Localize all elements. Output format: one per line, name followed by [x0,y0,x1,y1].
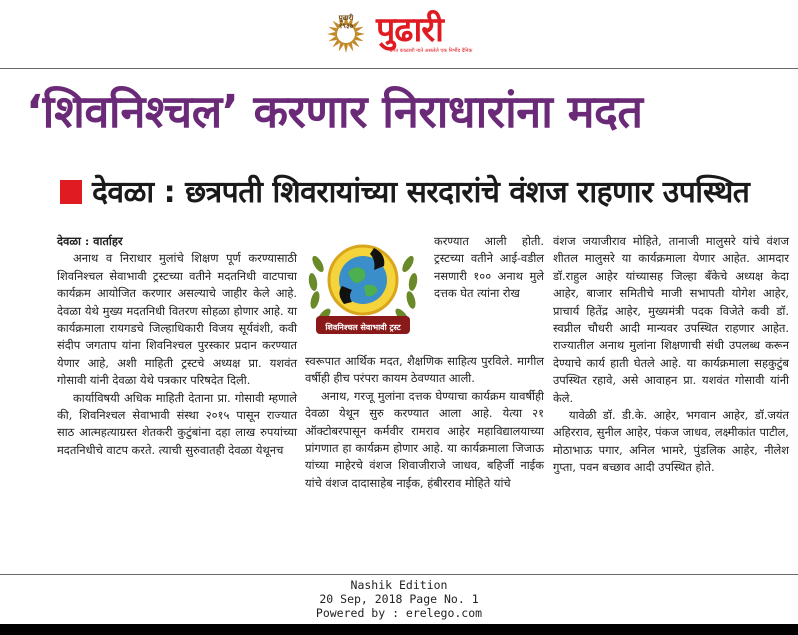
paragraph: स्वरूपात आर्थिक मदत, शैक्षणिक साहित्य पुरविले. मागील वर्षीही हीच परंपरा कायम ठेवण्यात आली. [305,354,544,386]
footer-divider [0,574,798,575]
emblem-ray [357,32,365,36]
bullet-square [60,180,82,204]
emblem-ray [355,36,363,41]
dateline: देवळा : वार्ताहर [57,234,123,248]
emblem-line-2: १९३७ [338,22,354,30]
paragraph: वंशज जयाजीराव मोहिते, तानाजी मालुसरे यांचे वंशज शीतल मालुसरे या कार्यक्रमाला येणार आहेत. आमदार डॉ.राहुल आहेर यांच्यासह जिल्हा बँकेचे अध्यक्ष केदा आहेर, बाजार समितीचे माजी सभापती योगेश आहेर, प्राचार्य हितेंद्र आहेर, मुख्यमंत्री पदक विजेते कवी डॉ. स्वप्नील चौधरी आदी मान्यवर उपस्थित राहणार आहेत. राज्यातील अनाथ मुलांना शिक्षणाची संधी उपलब्ध करून देण्याचे कार्य हाती घेतले आहे. या कार्यक्रमाला सहकुटुंब उपस्थित रहावे, असे आवाहन प्रा. यशवंत गोसावी यांनी केले. [553,234,789,405]
emblem-ray [339,43,344,51]
paragraph: यावेळी डॉ. डी.के. आहेर, भगवान आहेर, डॉ.जयंत अहिरराव, सुनील आहेर, पंकज जाधव, लक्ष्मीकांत पाटील, मोठाभाऊ पगार, अनिल भामरे, पुंडलिक आहेर, नीलेश गुप्ता, पवन बच्छाव आदी उपस्थित होते. [553,408,789,475]
masthead [0,0,798,70]
edition-footer [0,578,798,620]
logo-tagline: प्रगत काळाशी नाते असलेले एक निर्भीड दैनिक [389,48,473,54]
masthead-divider [0,68,798,69]
bottom-bar [0,624,798,635]
emblem-ray [328,36,336,41]
powered-by-link[interactable]: Powered by : erelego.com [315,606,483,620]
article-headline: ‘शिवनिश्चल’ करणार निराधारांना मदत [26,85,643,138]
article-column-2 [305,353,544,492]
newspaper-logo[interactable]: पुढारी [376,10,443,50]
paragraph: अनाथ व निराधार मुलांचे शिक्षण पूर्ण करण्यासाठी शिवनिश्चल सेवाभावी ट्रस्टच्या वतीने मदतनिधी वाटपाचा कार्यक्रम आयोजित करणार असल्याचे जाहीर केले आहे. देवळा येथे मुख्य मदतनिधी वितरण सोहळा होणार आहे. या कार्यक्रमाला रायगडचे जिल्हाधिकारी विजय सूर्यवंशी, कवी संदीप जगताप यांना शिवनिश्चल पुरस्कार प्रदान करण्यात येणार आहे, अशी माहिती ट्रस्टचे अध्यक्ष प्रा. यशवंत गोसावी यांनी देवळा येथे पत्रकार परिषदेत दिली. [57,251,297,388]
emblem-line-1: पुढारी [338,14,354,22]
article-column-3 [553,233,789,477]
subhead-row [60,172,790,218]
article-column-1 [57,233,297,459]
edition-date-page: 20 Sep, 2018 Page No. 1 [319,592,479,606]
emblem-ray [344,45,348,53]
emblem-caption [326,14,366,30]
article-subhead: देवळा : छत्रपती शिवरायांच्या सरदारांचे वंशज राहणार उपस्थित [92,175,750,210]
edition-name: Nashik Edition [350,578,448,592]
paragraph: कार्याविषयी अधिक माहिती देताना प्रा. गोसावी म्हणाले की, शिवनिश्चल सेवाभावी संस्था २०१५ पासून राज्यात साठ आत्महत्याग्रस्त शेतकरी कुटुंबांना दहा लाख रुपयांच्या मदतनिधीचे वाटप करते. त्याची सुरुवातही देवळा येथूनच [57,390,297,457]
badge-text: शिवनिश्चल सेवाभावी ट्रस्ट [325,323,401,332]
paragraph: करण्यात आली होती. ट्रस्टच्या वतीने आई-वडील नसणारी १०० अनाथ मुले दत्तक घेत त्यांना रोख [434,234,544,301]
emblem-ray [348,43,353,51]
article-column-2-top [434,233,544,303]
paragraph: अनाथ, गरजू मुलांना दत्तक घेण्याचा कार्यक्रम यावर्षीही देवळा येथून सुरु करण्यात आला आहे. येत्या २१ ऑक्टोबरपासून कर्मवीर रामराव आहेर महाविद्यालयाच्या प्रांगणात हा कार्यक्रम होणार आहे. या कार्यक्रमाला जिजाऊ यांच्या माहेरचे वंशज शिवाजीराजे जाधव, बहिर्जी नाईक यांचे वंशज दादासाहेब नाईक, हंबीरराव मोहिते यांचे [305,388,544,490]
emblem-ray [327,32,335,36]
